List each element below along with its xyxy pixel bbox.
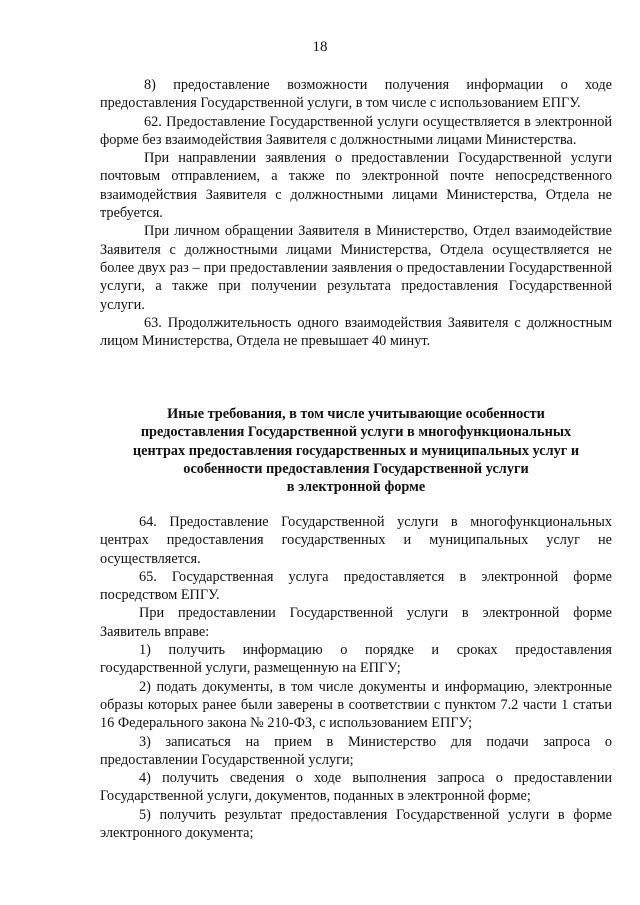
list-item-2: 2) подать документы, в том числе документы и информацию, электронные образы которых ранее были заверены в соответствии с пунктом 7.2 части 1 статьи 16 Федерального закона № 210-ФЗ, с использованием ЕПГУ; xyxy=(100,678,612,732)
bottom-text-block xyxy=(100,513,612,842)
paragraph-personal-visit: При личном обращении Заявителя в Министерство, Отдел взаимодействие Заявителя с должностными лицами Министерства, Отдела осуществляется не более двух раз – при предоставлении заявления о предоставлении Государственной услуги, а также при получении результата предоставления Государственной услуги. xyxy=(100,223,612,313)
paragraph-item-8: 8) предоставление возможности получения информации о ходе предоставления Государственной услуги, в том числе с использованием ЕПГУ. xyxy=(100,77,612,112)
list-item-3: 3) записаться на прием в Министерство для подачи запроса о предоставлении Государственной услуги; xyxy=(100,733,612,768)
paragraph-62: 62. Предоставление Государственной услуги осуществляется в электронной форме без взаимодействия Заявителя с должностными лицами Министерства. xyxy=(100,113,612,148)
paragraph-64: 64. Предоставление Государственной услуги в многофункциональных центрах предоставления государственных и муниципальных услуг не осуществляется. xyxy=(100,514,612,567)
page-number: 18 xyxy=(312,39,328,55)
paragraph-63: 63. Продолжительность одного взаимодействия Заявителя с должностным лицом Министерства, Отдела не превышает 40 минут. xyxy=(100,314,612,350)
section-heading: Иные требования, в том числе учитывающие особенности предоставления Государственной услуги в многофункциональных центрах предоставления государственных и муниципальных услуг и особенности предоставления Государственной услуги в электронной форме xyxy=(132,406,580,496)
paragraph-65: 65. Государственная услуга предоставляется в электронной форме посредством ЕПГУ. xyxy=(100,568,612,604)
paragraph-applicant-rights: При предоставлении Государственной услуги в электронной форме Заявитель вправе: xyxy=(100,605,612,640)
list-item-4: 4) получить сведения о ходе выполнения запроса о предоставлении Государственной услуги, документов, поданных в электронной форме; xyxy=(100,770,612,805)
list-item-1: 1) получить информацию о порядке и сроках предоставления государственной услуги, размещенную на ЕПГУ; xyxy=(100,642,612,677)
top-text-block xyxy=(100,76,612,350)
list-item-5: 5) получить результат предоставления Государственной услуги в форме электронного документа; xyxy=(100,806,612,842)
paragraph-postal-submission: При направлении заявления о предоставлении Государственной услуги почтовым отправлением, а также по электронной почте непосредственного взаимодействия Заявителя с должностными лицами Министерства, Отдела не требуется. xyxy=(100,150,612,222)
